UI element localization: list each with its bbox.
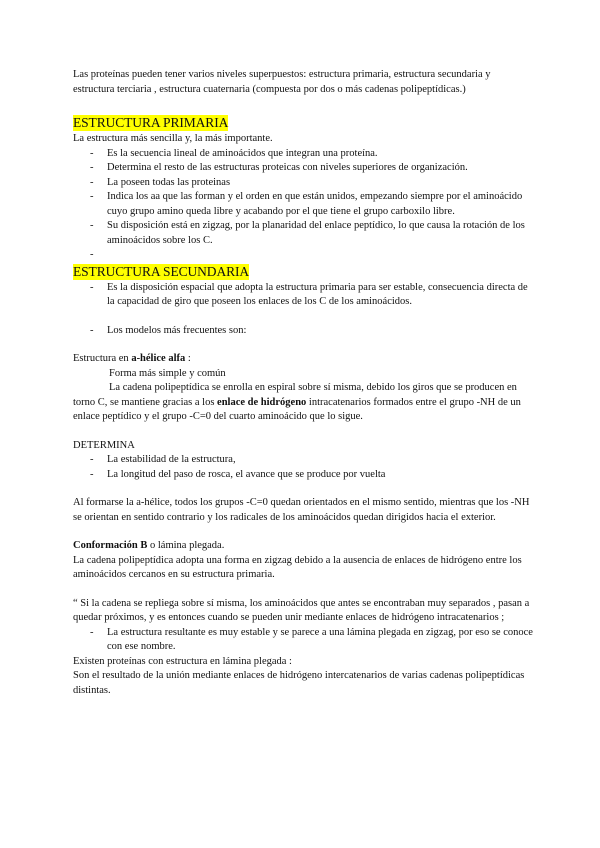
helice-bold: a-hélice alfa [131, 353, 186, 364]
cadena-paragraph: La cadena polipeptídica se enrolla en espiral sobre sí misma, debido los giros que se producen en torno C, se mantiene gracias a los enlace de hidrógeno intracatenarios formados entre el grupo -NH de un enlace peptídico y el grupo -C=0 del cuarto aminoácido que lo sigue. [73, 382, 521, 422]
enlace-bold: enlace de hidrógeno [217, 396, 307, 408]
list-item: - La estabilidad de la estructura, [73, 453, 533, 468]
son-paragraph: Son el resultado de la unión mediante enlaces de hidrógeno intercatenarios de varias cadenas polipeptídicas distintas. [73, 670, 525, 696]
forma-line: Forma más simple y común [109, 367, 226, 379]
list-item: - Determina el resto de las estructuras proteicas con niveles superiores de organización. [73, 161, 533, 176]
determina-label: DETERMINA [73, 439, 135, 451]
heading-estructura-secundaria: ESTRUCTURA SECUNDARIA [73, 263, 250, 279]
primaria-list [73, 147, 533, 263]
list-item: - La poseen todas las proteinas [73, 176, 533, 191]
heading-estructura-primaria: ESTRUCTURA PRIMARIA [73, 115, 229, 130]
quote-paragraph: “ Si la cadena se repliega sobre sí misma, los aminoácidos que antes se encontraban muy separados , pasan a quedar próximos, y es entonces cuando se pueden unir mediante enlaces de hidrógeno intracatenarios ; [73, 597, 530, 623]
existen-line: Existen proteínas con estructura en lámina plegada : [73, 655, 292, 667]
conformacion-line: Conformación B o lámina plegada. [73, 540, 225, 551]
list-item: - Es la secuencia lineal de aminoácidos que integran una proteína. [73, 147, 533, 162]
quote-list [73, 626, 533, 655]
helice-line: Estructura en a-hélice alfa : [73, 353, 191, 364]
primaria-lead: La estructura más sencilla y, la más importante. [73, 133, 273, 144]
determina-list [73, 453, 533, 482]
list-item: - Los modelos más frecuentes son: [73, 324, 533, 339]
list-item [73, 248, 533, 263]
list-item: - Indica los aa que las forman y el orden en que están unidos, empezando siempre por el aminoácido cuyo grupo amino queda libre y acabando por el que tiene el grupo carboxilo libre. [73, 190, 533, 219]
list-item: - La estructura resultante es muy estable y se parece a una lámina plegada en zigzag, por eso se conoce con ese nombre. [73, 626, 533, 655]
formarse-paragraph: Al formarse la a-hélice, todos los grupos -C=0 quedan orientados en el mismo sentido, mientras que los -NH se orientan en sentido contrario y los radicales de los aminoácidos quedan dirigidos hacia el exterior. [73, 497, 530, 523]
list-item: - Su disposición está en zigzag, por la planaridad del enlace peptídico, lo que causa la rotación de los aminoácidos sobre los C. [73, 219, 533, 248]
intro-paragraph: Las proteínas pueden tener varios niveles superpuestos: estructura primaria, estructura secundaria y estructura terciaria , estructura cuaternaria (compuesta por dos o más cadenas polipeptídicas.) [73, 69, 491, 95]
conformacion-bold: Conformación B [73, 540, 148, 551]
conformacion-paragraph: La cadena polipeptídica adopta una forma en zigzag debido a la ausencia de enlaces de hidrógeno entre los aminoácidos cercanos en su estructura primaria. [73, 554, 522, 580]
document-page [73, 68, 533, 698]
list-item: - Es la disposición espacial que adopta la estructura primaria para ser estable, consecuencia directa de la capacidad de giro que poseen los enlaces de los C de los aminoácidos. [73, 281, 533, 310]
list-item: - La longitud del paso de rosca, el avance que se produce por vuelta [73, 468, 533, 483]
modelos-list [73, 324, 533, 339]
secundaria-list [73, 281, 533, 310]
